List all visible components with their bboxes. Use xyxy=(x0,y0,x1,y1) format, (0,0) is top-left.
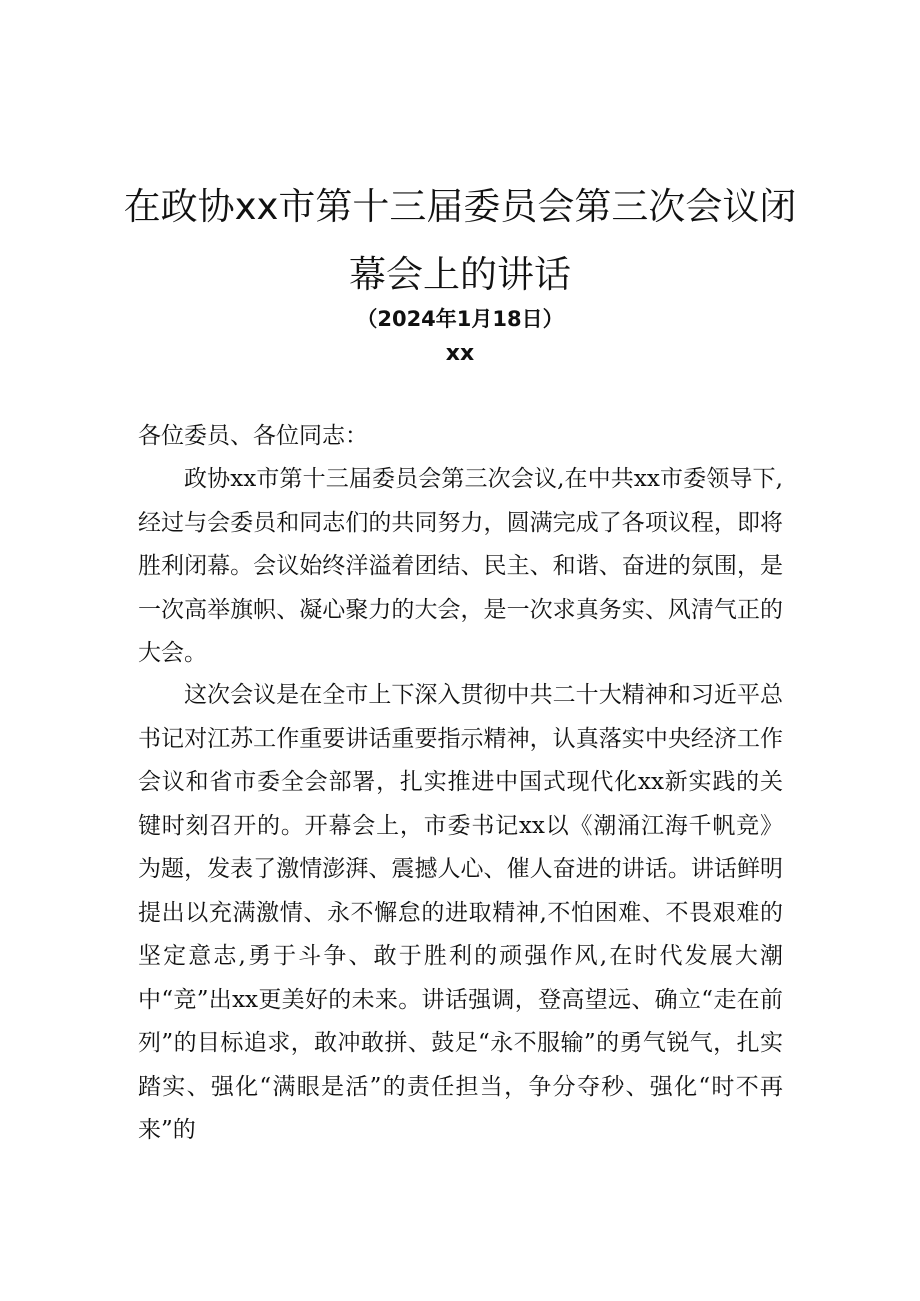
document-title-line-2: 幕会上的讲话 xyxy=(349,253,571,296)
paragraph-2: 这次会议是在全市上下深入贯彻中共二十大精神和习近平总书记对江苏工作重要讲话重要指示精神，认真落实中央经济工作会议和省市委全会部署，扎实推进中国式现代化xx新实践的关键时刻召开的。开幕会上，市委书记xx以《潮涌江海千帆竞》为题，发表了激情澎湃、震撼人心、催人奋进的讲话。讲话鲜明提出以充满激情、永不懈怠的进取精神,不怕困难、不畏艰难的坚定意志,勇于斗争、敢于胜利的顽强作风,在时代发展大潮中“竞”出xx更美好的未来。讲话强调，登高望远、确立“走在前列”的目标追求，敢冲敢拼、鼓足“永不服输”的勇气锐气，扎实踏实、强化“满眼是活”的责任担当，争分夺秒、强化“时不再来”的 xyxy=(138,682,783,1143)
paragraph-1: 政协xx市第十三届委员会第三次会议,在中共xx市委领导下,经过与会委员和同志们的共同努力，圆满完成了各项议程，即将胜利闭幕。会议始终洋溢着团结、民主、和谐、奋进的氛围，是一次高举旗帜、凝心聚力的大会，是一次求真务实、风清气正的大会。 xyxy=(138,466,783,666)
speaker-name: xx xyxy=(445,341,475,366)
greeting: 各位委员、各位同志： xyxy=(138,423,368,449)
document-title-line-1: 在政协xx市第十三届委员会第三次会议闭 xyxy=(123,185,797,228)
speech-date: （2024年1月18日） xyxy=(356,307,564,331)
